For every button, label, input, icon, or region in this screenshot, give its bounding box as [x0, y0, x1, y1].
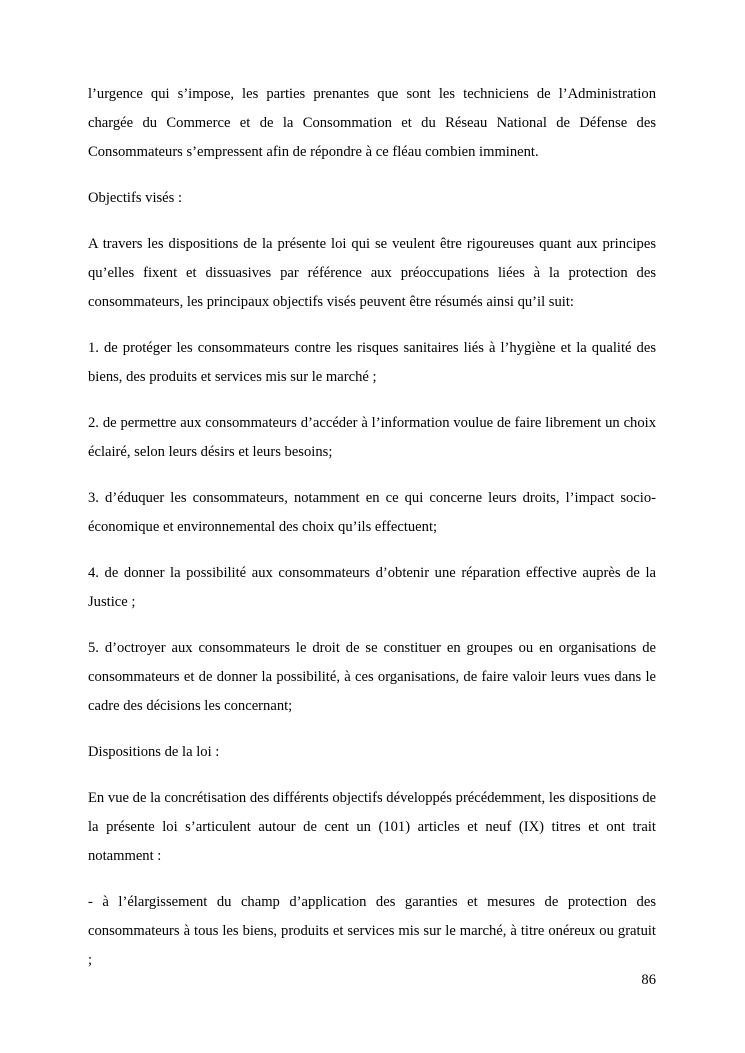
list-item-objective-3: 3. d’éduquer les consommateurs, notamment en ce qui concerne leurs droits, l’impact socio-économique et environnemental des choix qu’ils effectuent;: [88, 490, 656, 535]
paragraph-intro-continuation: l’urgence qui s’impose, les parties prenantes que sont les techniciens de l’Administration chargée du Commerce et de la Consommation et du Réseau National de Défense des Consommateurs s’empressent afin de répondre à ce fléau combien imminent.: [88, 86, 656, 160]
section-heading-dispositions: Dispositions de la loi :: [88, 744, 220, 760]
section-heading-objectifs: Objectifs visés :: [88, 190, 183, 206]
list-item-objective-4: 4. de donner la possibilité aux consommateurs d’obtenir une réparation effective auprès de la Justice ;: [88, 565, 656, 610]
document-page: [88, 80, 656, 992]
paragraph-objectifs-intro: A travers les dispositions de la présente loi qui se veulent être rigoureuses quant aux principes qu’elles fixent et dissuasives par référence aux préoccupations liées à la protection des consommateurs, les principaux objectifs visés peuvent être résumés ainsi qu’il suit:: [88, 236, 656, 310]
list-item-disposition-1: - à l’élargissement du champ d’application des garanties et mesures de protection des consommateurs à tous les biens, produits et services mis sur le marché, à titre onéreux ou gratuit ;: [88, 894, 656, 968]
list-item-objective-1: 1. de protéger les consommateurs contre les risques sanitaires liés à l’hygiène et la qualité des biens, des produits et services mis sur le marché ;: [88, 340, 656, 385]
list-item-objective-2: 2. de permettre aux consommateurs d’accéder à l’information voulue de faire librement un choix éclairé, selon leurs désirs et leurs besoins;: [88, 415, 656, 460]
paragraph-dispositions-intro: En vue de la concrétisation des différents objectifs développés précédemment, les dispositions de la présente loi s’articulent autour de cent un (101) articles et neuf (IX) titres et ont trait notamment :: [88, 790, 656, 864]
list-item-objective-5: 5. d’octroyer aux consommateurs le droit de se constituer en groupes ou en organisations de consommateurs et de donner la possibilité, à ces organisations, de faire valoir leurs vues dans le cadre des décisions les concernant;: [88, 640, 656, 714]
page-number: 86: [641, 972, 656, 988]
